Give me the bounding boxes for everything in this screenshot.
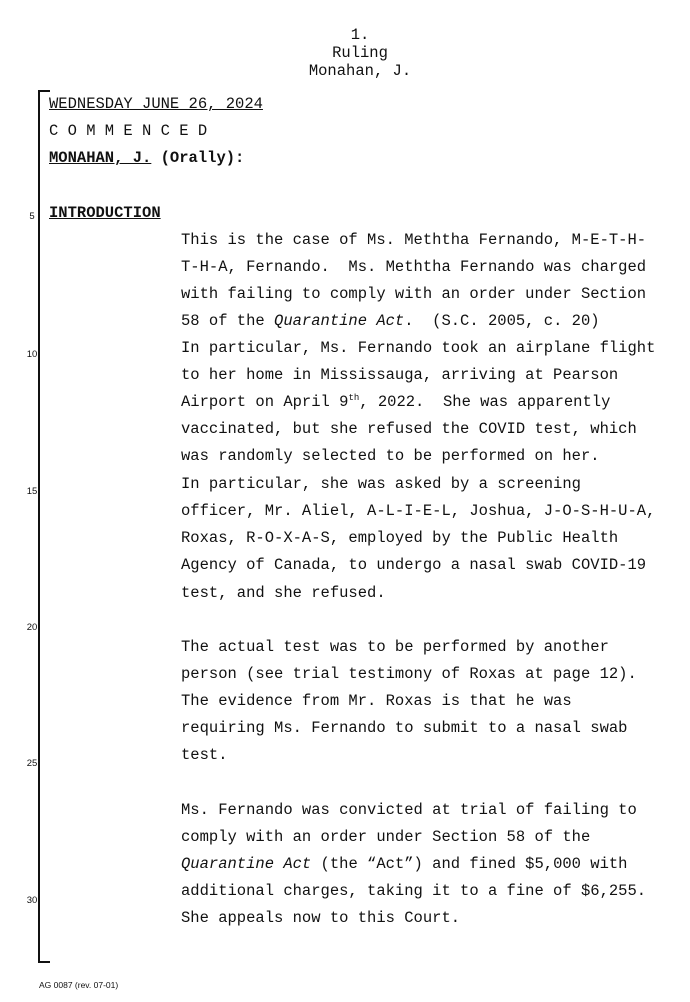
body-line bbox=[181, 855, 628, 873]
body-line: vaccinated, but she refused the COVID test, which bbox=[181, 420, 637, 438]
body-line: test, and she refused. bbox=[181, 584, 386, 602]
ordinal-suffix: th bbox=[348, 392, 360, 403]
body-line: with failing to comply with an order under Section bbox=[181, 285, 647, 303]
text-run: , 2022. She was apparently bbox=[359, 393, 611, 411]
line-number: 30 bbox=[26, 895, 38, 906]
body-line: to her home in Mississauga, arriving at Pearson bbox=[181, 366, 619, 384]
body-line: The actual test was to be performed by another bbox=[181, 638, 609, 656]
body-line: officer, Mr. Aliel, A-L-I-E-L, Joshua, J-O-S-H-U-A, bbox=[181, 502, 656, 520]
body-line: additional charges, taking it to a fine of $6,255. bbox=[181, 882, 647, 900]
body-line: In particular, she was asked by a screening bbox=[181, 475, 581, 493]
text-run: . (S.C. 2005, c. 20) bbox=[404, 312, 600, 330]
body-line: In particular, Ms. Fernando took an airplane flight bbox=[181, 339, 656, 357]
body-line: Ms. Fernando was convicted at trial of failing to bbox=[181, 801, 637, 819]
text-run: Airport on April 9 bbox=[181, 393, 349, 411]
date-line: WEDNESDAY JUNE 26, 2024 bbox=[49, 95, 263, 113]
body-line: test. bbox=[181, 746, 228, 764]
act-title: Quarantine Act bbox=[274, 312, 405, 330]
body-line: She appeals now to this Court. bbox=[181, 909, 461, 927]
line-number: 15 bbox=[26, 486, 38, 497]
body-line: was randomly selected to be performed on her. bbox=[181, 447, 600, 465]
body-line bbox=[181, 312, 600, 330]
line-number: 10 bbox=[26, 349, 38, 360]
speaker-line bbox=[49, 149, 244, 167]
act-title: Quarantine Act bbox=[181, 855, 312, 873]
margin-rule-vertical bbox=[38, 90, 40, 962]
section-heading: INTRODUCTION bbox=[49, 204, 161, 222]
line-number: 5 bbox=[29, 211, 35, 222]
text-run: (the “Act”) and fined $5,000 with bbox=[311, 855, 628, 873]
form-code-footer: AG 0087 (rev. 07-01) bbox=[39, 980, 119, 990]
text-run: 58 of the bbox=[181, 312, 275, 330]
line-number: 25 bbox=[26, 758, 38, 769]
body-line: T-H-A, Fernando. Ms. Meththa Fernando was charged bbox=[181, 258, 647, 276]
speaker-name: MONAHAN, J. bbox=[49, 149, 152, 167]
speaker-suffix: (Orally): bbox=[151, 149, 245, 167]
body-line: requiring Ms. Fernando to submit to a nasal swab bbox=[181, 719, 628, 737]
body-line: comply with an order under Section 58 of the bbox=[181, 828, 591, 846]
body-line: The evidence from Mr. Roxas is that he was bbox=[181, 692, 572, 710]
body-line: person (see trial testimony of Roxas at page 12). bbox=[181, 665, 637, 683]
margin-rule-bottom bbox=[38, 961, 50, 963]
margin-rule-top bbox=[38, 90, 50, 92]
header-judge: Monahan, J. bbox=[308, 62, 412, 80]
body-line: Agency of Canada, to undergo a nasal swab COVID-19 bbox=[181, 556, 647, 574]
body-line: This is the case of Ms. Meththa Fernando, M-E-T-H- bbox=[181, 231, 647, 249]
line-number: 20 bbox=[26, 622, 38, 633]
header-title: Ruling bbox=[332, 44, 388, 62]
page-number: 1. bbox=[350, 26, 370, 44]
page-header bbox=[0, 26, 690, 80]
commenced-line: C O M M E N C E D bbox=[49, 122, 208, 140]
body-line: Roxas, R-O-X-A-S, employed by the Public Health bbox=[181, 529, 619, 547]
body-line bbox=[181, 393, 610, 411]
